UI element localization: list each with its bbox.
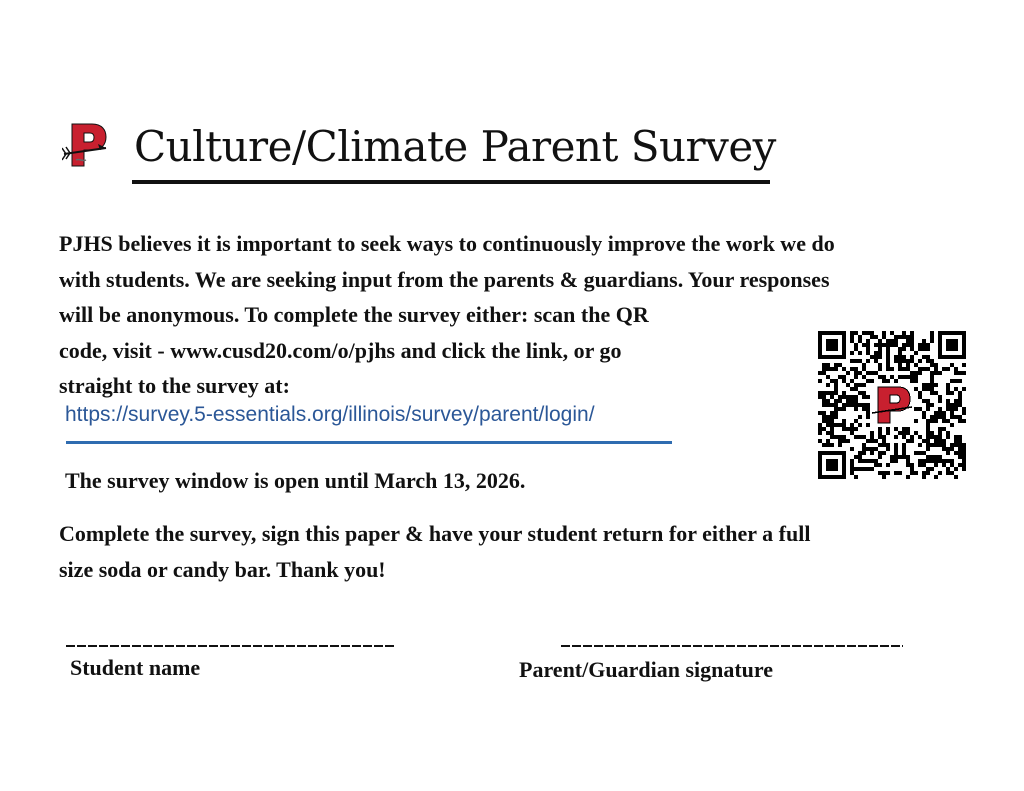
intro-line: straight to the survey at:: [59, 373, 290, 398]
parent-signature-label: Parent/Guardian signature: [519, 657, 774, 682]
survey-deadline: The survey window is open until March 13, 2026.: [65, 468, 526, 493]
intro-line: code, visit - www.cusd20.com/o/pjhs and click the link, or go: [59, 337, 622, 363]
parent-signature-line[interactable]: [561, 645, 903, 647]
survey-link[interactable]: https://survey.5-essentials.org/illinois/survey/parent/login/: [65, 403, 595, 426]
instructions-line: Complete the survey, sign this paper & have your student return for either a full: [59, 521, 811, 546]
survey-link-underline: [66, 441, 672, 444]
intro-line: PJHS believes it is important to seek ways to continuously improve the work we do: [59, 231, 835, 256]
student-name-line[interactable]: [66, 645, 394, 647]
student-name-label: Student name: [70, 655, 201, 680]
instructions-paragraph: [59, 516, 979, 588]
intro-line: will be anonymous. To complete the survey either: scan the QR: [59, 302, 649, 327]
qr-code-icon: [818, 331, 966, 479]
instructions-line: size soda or candy bar. Thank you!: [59, 557, 386, 582]
intro-line: with students. We are seeking input from the parents & guardians. Your responses: [59, 266, 830, 292]
school-logo-icon: [62, 120, 110, 172]
title-underline: [132, 180, 770, 184]
page-title: Culture/Climate Parent Survey: [134, 122, 776, 171]
